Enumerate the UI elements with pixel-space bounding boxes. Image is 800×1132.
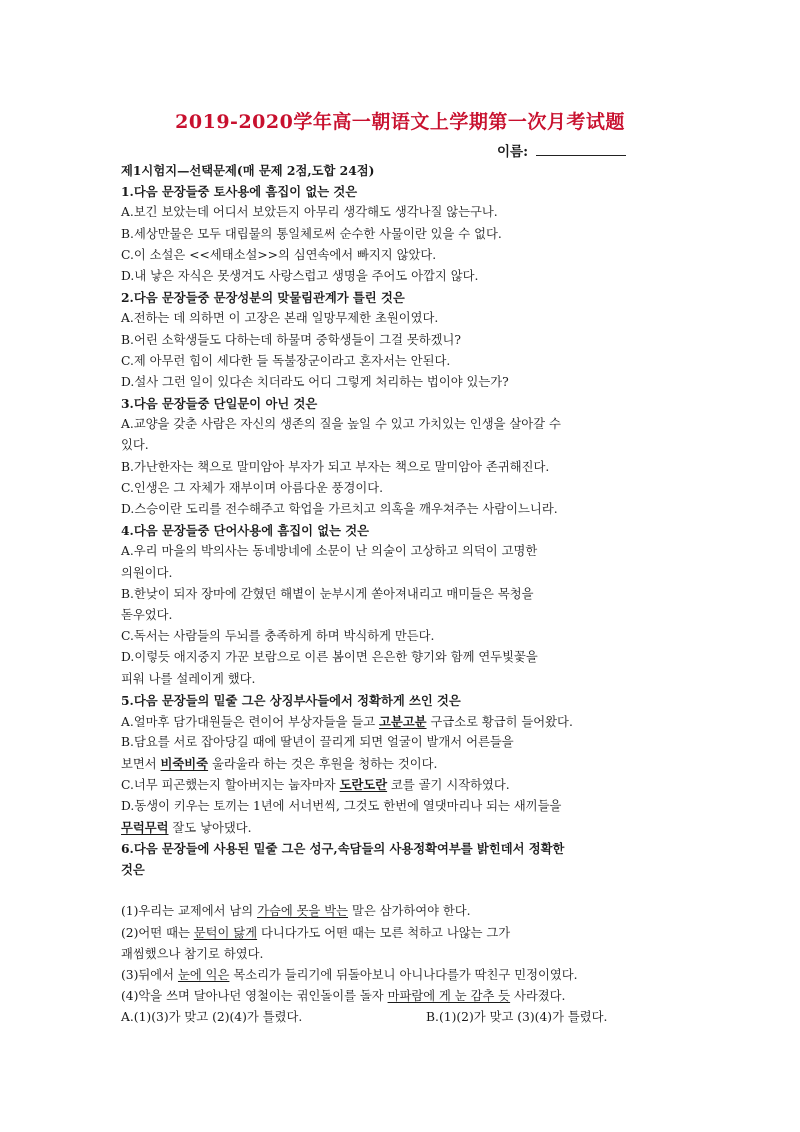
question-1-option-d: D.내 낳은 자식은 못생겨도 사랑스럽고 생명을 주어도 아깝지 않다. [121,268,479,283]
underlined-word: 비죽비죽 [160,756,209,772]
question-4-option-b-line2: 돋우었다. [121,607,173,622]
question-4-stem: 4.다음 문장들중 단어사용에 흠집이 없는 것은 [121,523,370,539]
question-3-stem: 3.다음 문장들중 단일문이 아닌 것은 [121,396,318,412]
question-5-option-d-line1: D.동생이 키우는 토끼는 1년에 서너번씩, 그것도 한번에 열댓마리나 되는 새끼들을 [121,798,562,813]
text: (3)뒤에서 [121,967,178,982]
page-title: 2019-2020学年高一朝语文上学期第一次月考试题 [175,111,625,133]
question-4-option-b-line1: B.한낮이 되자 장마에 갇혔던 해볕이 눈부시게 쏟아져내리고 매미들은 목청을 [121,586,534,601]
underlined-phrase: 문턱이 닳게 [193,925,258,940]
text: 잘도 낳아댔다. [168,820,252,835]
text: 말은 삼가하여야 한다. [348,904,471,919]
question-2-option-d: D.설사 그런 일이 있다손 치더라도 어디 그렇게 처리하는 법이야 있는가? [121,374,509,389]
question-6-sentence-2-cont: 괘씸했으나 참기로 하였다. [121,946,264,961]
question-4-option-c: C.독서는 사람들의 두뇌를 충족하게 하며 박식하게 만든다. [121,629,435,644]
text: A.얼마후 담가대원들은 련이어 부상자들을 들고 [121,714,380,729]
question-4-option-a-line2: 의원이다. [121,565,173,580]
question-6-options-row [121,1007,681,1028]
question-5-option-b-line2 [121,753,681,774]
underlined-phrase: 눈에 익은 [177,967,230,982]
question-6-stem-line2: 것은 [121,862,145,878]
blank-gap [121,880,681,901]
question-6-sentence-1 [121,901,681,922]
question-2-stem: 2.다음 문장들중 문장성분의 맞물림관계가 틀린 것은 [121,290,405,306]
underlined-word: 고분고분 [379,713,427,729]
question-6-sentence-2 [121,923,681,944]
underlined-word: 무럭무럭 [121,819,169,835]
name-label: 이름: [497,144,529,160]
question-4-option-d-line1: D.이렇듯 애지중지 가꾼 보람으로 이른 봄이면 은은한 향기와 함께 연두빛꽃을 [121,650,538,665]
text: 구급소로 황급히 들어왔다. [426,714,573,729]
exam-body [121,160,681,1029]
text: 다니다가도 어떤 때는 모른 척하고 나않는 그가 [257,925,511,940]
question-6-stem-line1: 6.다음 문장들에 사용된 밑줄 그은 성구,속담들의 사용정확여부를 밝힌데서 정확한 [121,841,565,856]
text: (4)악을 쓰며 달아나던 영철이는 귂인돌이를 돌자 [121,989,388,1004]
question-3-option-c: C.인생은 그 자체가 재부이며 아름다운 풍경이다. [121,480,384,495]
text: 목소리가 들리기에 뒤돌아보니 아니나다를가 딱친구 민정이였다. [229,967,578,982]
question-3-option-d: D.스승이란 도리를 전수해주고 학업을 가르치고 의혹을 깨우쳐주는 사람이느니라. [121,502,558,516]
question-5-option-d-line2 [121,817,681,838]
text: C.너무 피곤했는지 할아버지는 눕자마자 [121,778,340,793]
text: 사라졌다. [510,989,566,1004]
question-6-option-a: A.(1)(3)가 맞고 (2)(4)가 틀렸다. [121,1010,303,1025]
question-1-option-c: C.이 소설은 <<세태소설>>의 심연속에서 빠지지 않았다. [121,247,437,262]
name-blank-line[interactable] [536,143,626,156]
text: (1)우리는 교제에서 남의 [121,904,258,919]
question-5-option-b-line1: B.담요를 서로 잡아당길 때에 딸년이 끌리게 되면 얼굴이 발개서 어른들을 [121,735,514,750]
name-field [497,140,626,160]
text: 울라울라 하는 것은 후원을 청하는 것이다. [208,757,438,772]
question-4-option-a-line1: A.우리 마을의 박의사는 동네방네에 소문이 난 의술이 고상하고 의덕이 고명한 [121,544,538,559]
question-2-option-b: B.어린 소학생들도 다하는데 하물며 중학생들이 그걸 못하겠니? [121,332,461,347]
text: 보면서 [121,757,161,772]
question-3-option-a-line1: A.교양을 갖춘 사람은 자신의 생존의 질을 높일 수 있고 가치있는 인생을 살아갈 수 [121,417,561,432]
question-1-option-b: B.세상만물은 모두 대립물의 통일체로써 순수한 사물이란 있을 수 없다. [121,226,502,241]
question-1-stem: 1.다음 문장들중 토사용에 흠집이 없는 것은 [121,184,358,200]
question-3-option-a-line2: 있다. [121,438,149,453]
question-5-option-a [121,711,681,732]
question-5-option-c [121,774,681,795]
question-2-option-c: C.제 아무런 힘이 세다한 들 독불장군이라고 혼자서는 안된다. [121,353,451,368]
question-2-option-a: A.전하는 데 의하면 이 고장은 본래 일망무제한 초원이였다. [121,311,439,326]
underlined-word: 도란도란 [339,777,388,793]
question-1-option-a: A.보긴 보았는데 어디서 보았든지 아무리 생각해도 생각나질 않는구나. [121,205,498,220]
text: (2)어떤 때는 [121,925,194,940]
question-6-sentence-3 [121,965,681,986]
text: 코를 골기 시작하였다. [387,778,510,793]
question-4-option-d-line2: 피워 나를 설레이게 했다. [121,671,256,686]
underlined-phrase: 가슴에 못을 박는 [257,904,349,919]
question-3-option-b: B.가난한자는 책으로 말미암아 부자가 되고 부자는 책으로 말미암아 존귀해진다. [121,459,550,474]
question-6-sentence-4 [121,986,681,1007]
question-5-stem: 5.다음 문장들의 밑줄 그은 상징부사들에서 정확하게 쓰인 것은 [121,692,461,708]
section-heading: 제1시험지—선택문제(매 문제 2점,도합 24점) [121,163,375,178]
underlined-phrase: 마파람에 게 눈 감추 듯 [387,989,511,1004]
question-6-option-b: B.(1)(2)가 맞고 (3)(4)가 틀렸다. [426,1010,608,1025]
